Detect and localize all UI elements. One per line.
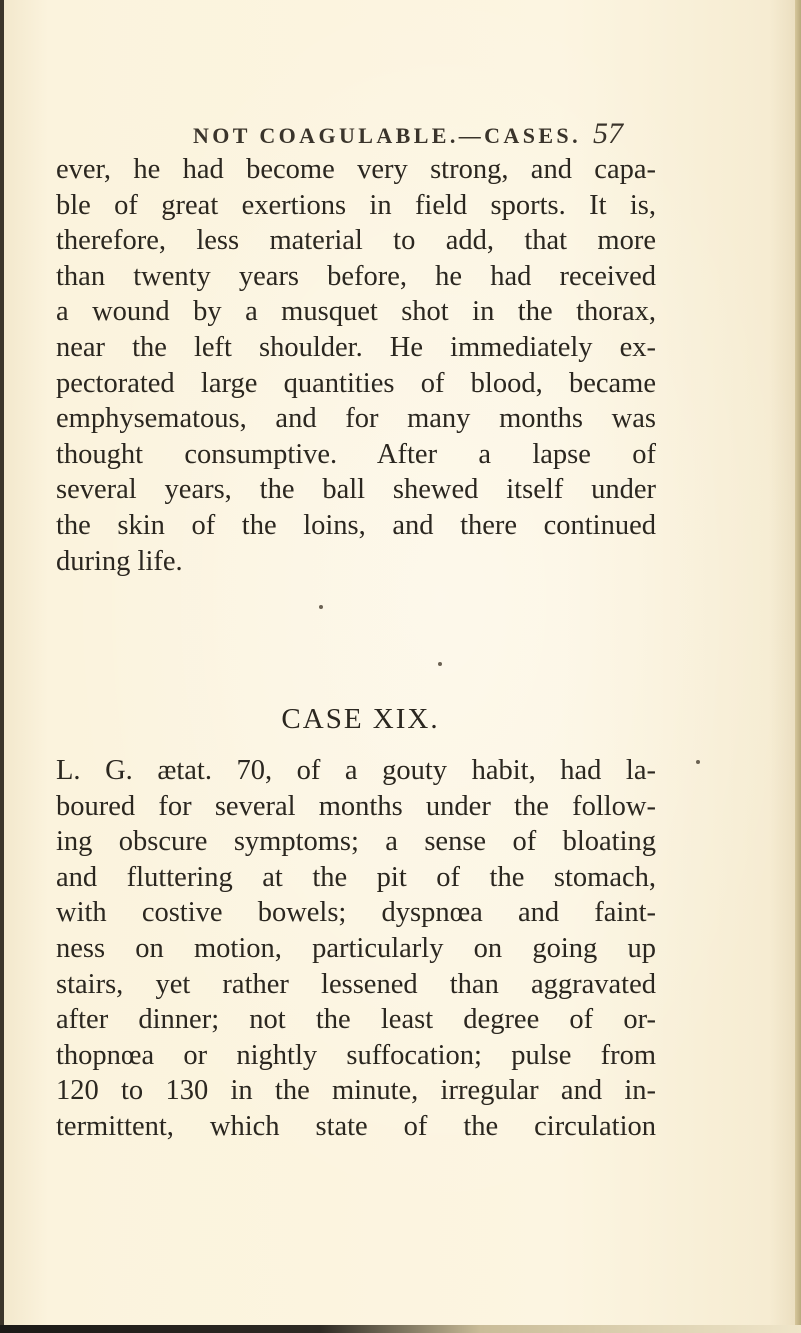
text-line: after dinner; not the least degree of or- [56, 1004, 656, 1036]
text-line: 120 to 130 in the minute, irregular and in- [56, 1075, 656, 1107]
text-line: boured for several months under the follow- [56, 790, 656, 822]
case-heading [0, 703, 801, 736]
paper-speck [696, 760, 700, 764]
paragraph-2 [56, 753, 656, 1145]
text-line: than twenty years before, he had received [56, 260, 656, 292]
text-line: therefore, less material to add, that more [56, 225, 656, 257]
paper-speck [438, 662, 442, 666]
paper-speck [319, 605, 323, 609]
text-line: termittent, which state of the circulation [56, 1110, 656, 1142]
page-fore-edge [795, 0, 801, 1333]
text-line: the skin of the loins, and there continued [56, 509, 656, 541]
running-head [0, 117, 801, 157]
page-bottom-edge [0, 1325, 801, 1333]
text-line: thopnœa or nightly suffocation; pulse from [56, 1039, 656, 1071]
paragraph-1 [56, 152, 656, 579]
text-line: stairs, yet rather lessened than aggravated [56, 968, 656, 1000]
text-line: ever, he had become very strong, and capa- [56, 154, 656, 185]
text-line: L. G. ætat. 70, of a gouty habit, had la- [56, 755, 656, 786]
text-line: ness on motion, particularly on going up [56, 932, 656, 964]
page-number: 57 [593, 117, 623, 150]
running-head-title: NOT COAGULABLE.—CASES. [193, 123, 581, 148]
text-line: during life. [56, 545, 183, 577]
text-line: ing obscure symptoms; a sense of bloating [56, 826, 656, 858]
text-line: with costive bowels; dyspnœa and faint- [56, 897, 656, 929]
page-binding-edge [0, 0, 4, 1333]
text-line: thought consumptive. After a lapse of [56, 438, 656, 470]
case-heading-text: CASE XIX. [281, 703, 440, 735]
text-line: ble of great exertions in field sports. It is, [56, 189, 656, 221]
text-line: emphysematous, and for many months was [56, 403, 656, 435]
text-line: and fluttering at the pit of the stomach, [56, 861, 656, 893]
text-line: near the left shoulder. He immediately ex- [56, 331, 656, 363]
text-line: several years, the ball shewed itself under [56, 474, 656, 506]
text-line: pectorated large quantities of blood, became [56, 367, 656, 399]
text-line: a wound by a musquet shot in the thorax, [56, 296, 656, 328]
